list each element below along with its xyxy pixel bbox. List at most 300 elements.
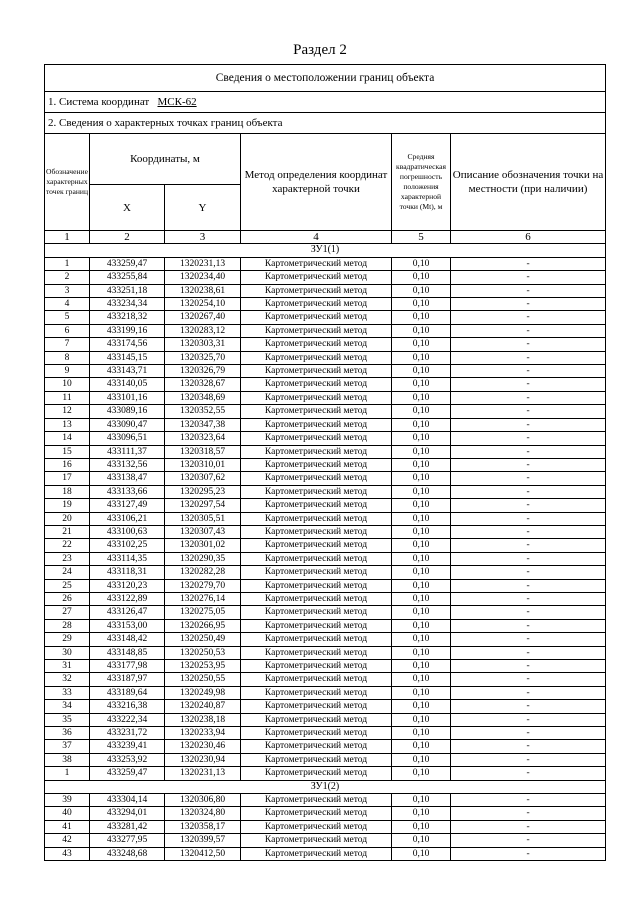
error-cell: 0,10: [392, 646, 451, 659]
error-cell: 0,10: [392, 807, 451, 820]
method-cell: Картометрический метод: [241, 351, 392, 364]
y-cell: 1320275,05: [165, 606, 241, 619]
y-cell: 1320283,12: [165, 324, 241, 337]
x-cell: 433122,89: [90, 592, 165, 605]
description-cell: -: [451, 378, 606, 391]
x-cell: 433140,05: [90, 378, 165, 391]
x-cell: 433189,64: [90, 686, 165, 699]
point-name-cell: 41: [45, 820, 90, 833]
section-title: Раздел 2: [293, 42, 347, 58]
point-name-cell: 26: [45, 592, 90, 605]
table-title: Сведения о местоположении границ объекта: [45, 65, 606, 92]
description-cell: -: [451, 566, 606, 579]
point-name-cell: 40: [45, 807, 90, 820]
description-cell: -: [451, 391, 606, 404]
description-cell: -: [451, 365, 606, 378]
point-name-cell: 43: [45, 847, 90, 860]
method-cell: Картометрический метод: [241, 539, 392, 552]
point-name-cell: 30: [45, 646, 90, 659]
x-cell: 433277,95: [90, 834, 165, 847]
method-cell: Картометрический метод: [241, 378, 392, 391]
point-name-cell: 23: [45, 552, 90, 565]
y-cell: 1320347,38: [165, 418, 241, 431]
y-cell: 1320305,51: [165, 512, 241, 525]
description-cell: -: [451, 338, 606, 351]
column-number: 5: [392, 231, 451, 244]
table-row: [45, 525, 606, 538]
error-cell: 0,10: [392, 418, 451, 431]
table-row: [45, 552, 606, 565]
method-cell: Картометрический метод: [241, 673, 392, 686]
y-cell: 1320310,01: [165, 458, 241, 471]
x-cell: 433120,23: [90, 579, 165, 592]
method-cell: Картометрический метод: [241, 794, 392, 807]
x-cell: 433259,47: [90, 767, 165, 780]
y-cell: 1320238,18: [165, 713, 241, 726]
description-cell: -: [451, 740, 606, 753]
point-name-cell: 32: [45, 673, 90, 686]
boundary-table: [44, 64, 606, 861]
table-row: [45, 351, 606, 364]
point-name-cell: 14: [45, 432, 90, 445]
method-cell: Картометрический метод: [241, 365, 392, 378]
table-row: [45, 566, 606, 579]
method-cell: Картометрический метод: [241, 606, 392, 619]
y-cell: 1320240,87: [165, 700, 241, 713]
group-row: [45, 244, 606, 257]
table-row: [45, 284, 606, 297]
y-cell: 1320412,50: [165, 847, 241, 860]
error-cell: 0,10: [392, 619, 451, 632]
group-name: ЗУ1(2): [45, 780, 606, 793]
method-cell: Картометрический метод: [241, 686, 392, 699]
error-cell: 0,10: [392, 673, 451, 686]
table-row: [45, 673, 606, 686]
table-row: [45, 257, 606, 270]
y-cell: 1320318,57: [165, 445, 241, 458]
y-cell: 1320303,31: [165, 338, 241, 351]
point-name-cell: 4: [45, 298, 90, 311]
error-cell: 0,10: [392, 458, 451, 471]
x-cell: 433138,47: [90, 472, 165, 485]
error-cell: 0,10: [392, 847, 451, 860]
point-name-cell: 29: [45, 633, 90, 646]
x-cell: 433153,00: [90, 619, 165, 632]
point-name-cell: 20: [45, 512, 90, 525]
table-row: [45, 820, 606, 833]
method-cell: Картометрический метод: [241, 552, 392, 565]
method-cell: Картометрический метод: [241, 405, 392, 418]
table-row: [45, 298, 606, 311]
point-name-cell: 11: [45, 391, 90, 404]
table-row: [45, 686, 606, 699]
table-row: [45, 405, 606, 418]
y-cell: 1320250,53: [165, 646, 241, 659]
point-name-cell: 19: [45, 499, 90, 512]
description-cell: -: [451, 686, 606, 699]
table-row: [45, 660, 606, 673]
header-method: Метод определения координат характерной точки: [241, 134, 392, 231]
y-cell: 1320231,13: [165, 257, 241, 270]
x-cell: 433294,01: [90, 807, 165, 820]
description-cell: -: [451, 619, 606, 632]
error-cell: 0,10: [392, 727, 451, 740]
method-cell: Картометрический метод: [241, 512, 392, 525]
x-cell: 433174,56: [90, 338, 165, 351]
table-row: [45, 445, 606, 458]
description-cell: -: [451, 512, 606, 525]
point-name-cell: 31: [45, 660, 90, 673]
error-cell: 0,10: [392, 257, 451, 270]
description-cell: -: [451, 271, 606, 284]
method-cell: Картометрический метод: [241, 820, 392, 833]
error-cell: 0,10: [392, 391, 451, 404]
description-cell: -: [451, 592, 606, 605]
table-row: [45, 458, 606, 471]
point-name-cell: 22: [45, 539, 90, 552]
point-name-cell: 17: [45, 472, 90, 485]
description-cell: -: [451, 673, 606, 686]
description-cell: -: [451, 794, 606, 807]
error-cell: 0,10: [392, 606, 451, 619]
x-cell: 433143,71: [90, 365, 165, 378]
table-row: [45, 727, 606, 740]
method-cell: Картометрический метод: [241, 740, 392, 753]
point-name-cell: 42: [45, 834, 90, 847]
method-cell: Картометрический метод: [241, 472, 392, 485]
x-cell: 433255,84: [90, 271, 165, 284]
table-row: [45, 740, 606, 753]
point-name-cell: 38: [45, 753, 90, 766]
header-point-name: Обозначение характерных точек границ: [45, 134, 90, 231]
column-number: 2: [90, 231, 165, 244]
table-row: [45, 646, 606, 659]
table-row: [45, 311, 606, 324]
y-cell: 1320276,14: [165, 592, 241, 605]
y-cell: 1320250,49: [165, 633, 241, 646]
error-cell: 0,10: [392, 740, 451, 753]
y-cell: 1320301,02: [165, 539, 241, 552]
y-cell: 1320267,40: [165, 311, 241, 324]
x-cell: 433089,16: [90, 405, 165, 418]
error-cell: 0,10: [392, 539, 451, 552]
table-row: [45, 391, 606, 404]
y-cell: 1320295,23: [165, 485, 241, 498]
method-cell: Картометрический метод: [241, 727, 392, 740]
y-cell: 1320282,28: [165, 566, 241, 579]
x-cell: 433114,35: [90, 552, 165, 565]
description-cell: -: [451, 324, 606, 337]
error-cell: 0,10: [392, 686, 451, 699]
error-cell: 0,10: [392, 660, 451, 673]
y-cell: 1320230,46: [165, 740, 241, 753]
x-cell: 433239,41: [90, 740, 165, 753]
table-row: [45, 338, 606, 351]
error-cell: 0,10: [392, 351, 451, 364]
description-cell: -: [451, 351, 606, 364]
point-name-cell: 34: [45, 700, 90, 713]
method-cell: Картометрический метод: [241, 847, 392, 860]
description-cell: -: [451, 727, 606, 740]
method-cell: Картометрический метод: [241, 566, 392, 579]
error-cell: 0,10: [392, 525, 451, 538]
column-number: 4: [241, 231, 392, 244]
x-cell: 433111,37: [90, 445, 165, 458]
description-cell: -: [451, 499, 606, 512]
error-cell: 0,10: [392, 405, 451, 418]
description-cell: -: [451, 472, 606, 485]
y-cell: 1320358,17: [165, 820, 241, 833]
x-cell: 433234,34: [90, 298, 165, 311]
method-cell: Картометрический метод: [241, 579, 392, 592]
error-cell: 0,10: [392, 820, 451, 833]
description-cell: -: [451, 298, 606, 311]
y-cell: 1320290,35: [165, 552, 241, 565]
method-cell: Картометрический метод: [241, 499, 392, 512]
x-cell: 433126,47: [90, 606, 165, 619]
method-cell: Картометрический метод: [241, 700, 392, 713]
table-row: [45, 700, 606, 713]
error-cell: 0,10: [392, 499, 451, 512]
method-cell: Картометрический метод: [241, 713, 392, 726]
method-cell: Картометрический метод: [241, 619, 392, 632]
y-cell: 1320348,69: [165, 391, 241, 404]
error-cell: 0,10: [392, 311, 451, 324]
y-cell: 1320325,70: [165, 351, 241, 364]
method-cell: Картометрический метод: [241, 257, 392, 270]
y-cell: 1320326,79: [165, 365, 241, 378]
point-name-cell: 21: [45, 525, 90, 538]
point-name-cell: 33: [45, 686, 90, 699]
y-cell: 1320253,95: [165, 660, 241, 673]
table-row: [45, 418, 606, 431]
method-cell: Картометрический метод: [241, 834, 392, 847]
table-row: [45, 606, 606, 619]
point-name-cell: 27: [45, 606, 90, 619]
method-cell: Картометрический метод: [241, 271, 392, 284]
y-cell: 1320231,13: [165, 767, 241, 780]
point-name-cell: 8: [45, 351, 90, 364]
y-cell: 1320279,70: [165, 579, 241, 592]
error-cell: 0,10: [392, 579, 451, 592]
description-cell: -: [451, 767, 606, 780]
x-cell: 433251,18: [90, 284, 165, 297]
coord-system-label: 1. Система координат: [48, 95, 150, 108]
table-row: [45, 592, 606, 605]
description-cell: -: [451, 834, 606, 847]
x-cell: 433090,47: [90, 418, 165, 431]
table-row: [45, 499, 606, 512]
x-cell: 433248,68: [90, 847, 165, 860]
y-cell: 1320230,94: [165, 753, 241, 766]
error-cell: 0,10: [392, 472, 451, 485]
y-cell: 1320297,54: [165, 499, 241, 512]
x-cell: 433187,97: [90, 673, 165, 686]
table-row: [45, 378, 606, 391]
error-cell: 0,10: [392, 298, 451, 311]
y-cell: 1320233,94: [165, 727, 241, 740]
error-cell: 0,10: [392, 284, 451, 297]
description-cell: -: [451, 539, 606, 552]
table-row: [45, 432, 606, 445]
description-cell: -: [451, 458, 606, 471]
method-cell: Картометрический метод: [241, 445, 392, 458]
y-cell: 1320323,64: [165, 432, 241, 445]
table-row: [45, 324, 606, 337]
point-name-cell: 35: [45, 713, 90, 726]
table-row: [45, 753, 606, 766]
table-row: [45, 472, 606, 485]
description-cell: -: [451, 432, 606, 445]
description-cell: -: [451, 579, 606, 592]
description-cell: -: [451, 525, 606, 538]
point-name-cell: 10: [45, 378, 90, 391]
y-cell: 1320324,80: [165, 807, 241, 820]
method-cell: Картометрический метод: [241, 660, 392, 673]
column-number: 1: [45, 231, 90, 244]
table-row: [45, 633, 606, 646]
point-name-cell: 2: [45, 271, 90, 284]
error-cell: 0,10: [392, 512, 451, 525]
y-cell: 1320249,98: [165, 686, 241, 699]
error-cell: 0,10: [392, 552, 451, 565]
description-cell: -: [451, 753, 606, 766]
table-row: [45, 847, 606, 860]
x-cell: 433101,16: [90, 391, 165, 404]
x-cell: 433199,16: [90, 324, 165, 337]
y-cell: 1320250,55: [165, 673, 241, 686]
y-cell: 1320328,67: [165, 378, 241, 391]
description-cell: -: [451, 633, 606, 646]
method-cell: Картометрический метод: [241, 338, 392, 351]
point-name-cell: 13: [45, 418, 90, 431]
y-cell: 1320238,61: [165, 284, 241, 297]
method-cell: Картометрический метод: [241, 284, 392, 297]
error-cell: 0,10: [392, 365, 451, 378]
header-x: X: [90, 185, 165, 231]
y-cell: 1320254,10: [165, 298, 241, 311]
x-cell: 433132,56: [90, 458, 165, 471]
table-row: [45, 271, 606, 284]
method-cell: Картометрический метод: [241, 298, 392, 311]
column-number: 6: [451, 231, 606, 244]
y-cell: 1320307,62: [165, 472, 241, 485]
point-name-cell: 28: [45, 619, 90, 632]
y-cell: 1320266,95: [165, 619, 241, 632]
error-cell: 0,10: [392, 834, 451, 847]
description-cell: -: [451, 418, 606, 431]
method-cell: Картометрический метод: [241, 418, 392, 431]
table-row: [45, 794, 606, 807]
x-cell: 433216,38: [90, 700, 165, 713]
method-cell: Картометрический метод: [241, 592, 392, 605]
point-name-cell: 6: [45, 324, 90, 337]
method-cell: Картометрический метод: [241, 633, 392, 646]
description-cell: -: [451, 847, 606, 860]
x-cell: 433281,42: [90, 820, 165, 833]
description-cell: -: [451, 820, 606, 833]
error-cell: 0,10: [392, 592, 451, 605]
error-cell: 0,10: [392, 753, 451, 766]
method-cell: Картометрический метод: [241, 432, 392, 445]
coord-system-value: МСК-62: [157, 95, 197, 108]
description-cell: -: [451, 405, 606, 418]
y-cell: 1320307,43: [165, 525, 241, 538]
x-cell: 433222,34: [90, 713, 165, 726]
description-cell: -: [451, 552, 606, 565]
method-cell: Картометрический метод: [241, 324, 392, 337]
x-cell: 433118,31: [90, 566, 165, 579]
y-cell: 1320352,55: [165, 405, 241, 418]
method-cell: Картометрический метод: [241, 767, 392, 780]
method-cell: Картометрический метод: [241, 311, 392, 324]
table-row: [45, 807, 606, 820]
error-cell: 0,10: [392, 271, 451, 284]
point-name-cell: 5: [45, 311, 90, 324]
point-name-cell: 39: [45, 794, 90, 807]
table-row: [45, 767, 606, 780]
error-cell: 0,10: [392, 566, 451, 579]
method-cell: Картометрический метод: [241, 807, 392, 820]
description-cell: -: [451, 660, 606, 673]
header-error: Средняя квадратическая погрешность положения характерной точки (Mt), м: [392, 134, 451, 231]
points-label: 2. Сведения о характерных точках границ объекта: [45, 113, 606, 134]
point-name-cell: 16: [45, 458, 90, 471]
method-cell: Картометрический метод: [241, 485, 392, 498]
error-cell: 0,10: [392, 432, 451, 445]
method-cell: Картометрический метод: [241, 646, 392, 659]
x-cell: 433096,51: [90, 432, 165, 445]
error-cell: 0,10: [392, 324, 451, 337]
x-cell: 433127,49: [90, 499, 165, 512]
x-cell: 433148,42: [90, 633, 165, 646]
description-cell: -: [451, 311, 606, 324]
group-name: ЗУ1(1): [45, 244, 606, 257]
point-name-cell: 12: [45, 405, 90, 418]
x-cell: 433133,66: [90, 485, 165, 498]
x-cell: 433259,47: [90, 257, 165, 270]
x-cell: 433106,21: [90, 512, 165, 525]
description-cell: -: [451, 646, 606, 659]
error-cell: 0,10: [392, 445, 451, 458]
error-cell: 0,10: [392, 767, 451, 780]
description-cell: -: [451, 284, 606, 297]
description-cell: -: [451, 606, 606, 619]
error-cell: 0,10: [392, 633, 451, 646]
description-cell: -: [451, 700, 606, 713]
method-cell: Картометрический метод: [241, 525, 392, 538]
header-coords: Координаты, м: [90, 134, 241, 185]
method-cell: Картометрический метод: [241, 753, 392, 766]
point-name-cell: 15: [45, 445, 90, 458]
table-row: [45, 834, 606, 847]
x-cell: 433231,72: [90, 727, 165, 740]
point-name-cell: 9: [45, 365, 90, 378]
x-cell: 433177,98: [90, 660, 165, 673]
table-row: [45, 512, 606, 525]
header-description: Описание обозначения точки на местности (при наличии): [451, 134, 606, 231]
point-name-cell: 24: [45, 566, 90, 579]
table-row: [45, 579, 606, 592]
x-cell: 433102,25: [90, 539, 165, 552]
description-cell: -: [451, 257, 606, 270]
column-number: 3: [165, 231, 241, 244]
x-cell: 433100,63: [90, 525, 165, 538]
table-row: [45, 539, 606, 552]
table-row: [45, 485, 606, 498]
description-cell: -: [451, 445, 606, 458]
x-cell: 433145,15: [90, 351, 165, 364]
